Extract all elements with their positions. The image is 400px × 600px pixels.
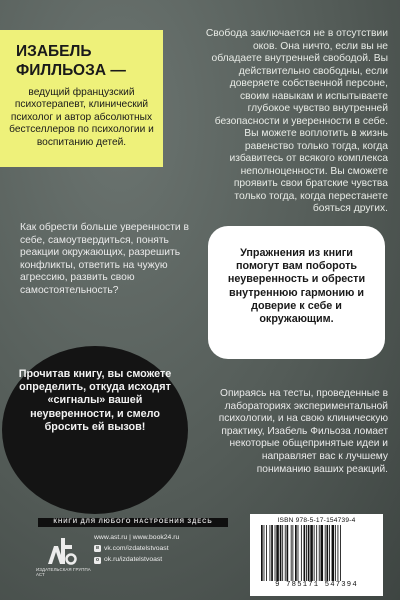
barcode-bar — [279, 525, 281, 581]
barcode-bar — [329, 525, 330, 581]
author-box — [0, 30, 163, 167]
barcode-bar — [282, 525, 283, 581]
vk-link[interactable]: vk.com/izdatelstvoast — [104, 545, 169, 553]
tagline-bar: КНИГИ ДЛЯ ЛЮБОГО НАСТРОЕНИЯ ЗДЕСЬ — [38, 518, 228, 527]
barcode-bar — [318, 525, 319, 581]
barcode-bar — [269, 525, 270, 581]
publisher-links — [94, 532, 179, 566]
author-name-line2: ФИЛЛЬОЗА — — [16, 62, 126, 79]
ok-row — [94, 554, 179, 565]
sites-link[interactable]: www.ast.ru | www.book24.ru — [94, 534, 180, 541]
barcode-bar — [334, 525, 335, 581]
barcode-bar — [295, 525, 297, 581]
barcode-icon — [259, 525, 375, 581]
author-name-line1: ИЗАБЕЛЬ — [16, 43, 92, 60]
ast-logo-icon — [44, 534, 78, 566]
barcode-bar — [307, 525, 309, 581]
exercises-text: Упражнения из книги помогут вам побороть неуверенность и обрести внутреннюю гармонию и доверие к себе и окружающим. — [227, 247, 366, 326]
isbn-label: ISBN 978-5-17-154739-4 — [277, 517, 356, 524]
barcode-bar — [290, 525, 291, 581]
barcode-bar — [297, 525, 298, 581]
barcode-bar — [320, 525, 323, 581]
barcode-bar — [326, 525, 328, 581]
ok-icon: о — [95, 556, 100, 563]
barcode-bar — [274, 525, 275, 581]
black-circle — [2, 346, 188, 514]
barcode-bar — [310, 525, 313, 581]
question-paragraph: Как обрести больше уверенности в себе, самоутвердиться, понять реакции окружающих, разрешить конфликты, ответить на чужую агрессию, развить свою самостоятельность? — [20, 222, 189, 296]
barcode-bar — [324, 525, 325, 581]
publisher-logo — [36, 534, 91, 580]
barcode-bar — [263, 525, 264, 581]
circle-text: Прочитав книгу, вы сможете определить, откуда исходят «сигналы» вашей неуверенности, и смело бросить ей вызов! — [18, 368, 172, 433]
barcode-bar — [316, 525, 317, 581]
barcode-bar — [331, 525, 334, 581]
barcode-bar — [313, 525, 314, 581]
barcode-bar — [286, 525, 288, 581]
barcode-bar — [340, 525, 341, 581]
barcode-bar — [303, 525, 305, 581]
sites-row — [94, 532, 179, 543]
barcode-number: 9 785171 547394 — [275, 581, 358, 589]
vk-row — [94, 543, 179, 554]
exercises-box — [208, 226, 385, 359]
research-paragraph: Опираясь на тесты, проведенные в лабораториях экспериментальной психологии, и на свою клиническую практику, Изабель Фильоза ломает некоторые общепринятые идеи и направляет вас к лучшему пониманию ваших реакций. — [218, 388, 388, 475]
barcode-bar — [266, 525, 267, 581]
publisher-group-label: ИЗДАТЕЛЬСКАЯ ГРУППА АСТ — [36, 567, 91, 577]
freedom-paragraph: Свобода заключается не в отсутствии оков. Она ничто, если вы не обладаете внутренней свободой. Вы действительно свободны, если доверяете собственной персоне, своим навыкам и испытываете глубокое чувство внутренней безопасности и уверенности в себе. Вы можете воплотить в жизнь равенство только тогда, когда избавитесь от всякого комплекса неполноценности. Вы сможете проявить свои братские чувства только тогда, когда перестанете бояться других. — [205, 28, 388, 214]
barcode-bar — [284, 525, 285, 581]
ok-link[interactable]: ok.ru/izdatelstvoast — [104, 556, 163, 564]
barcode-bar — [292, 525, 293, 581]
barcode-bar — [337, 525, 338, 581]
author-description: ведущий французский психотерапевт, клинический психолог и автор абсолютных бестселлеров по психологии и воспитанию детей. — [9, 87, 154, 148]
barcode-bar — [271, 525, 273, 581]
vk-icon: в — [95, 545, 100, 552]
barcode-bar — [300, 525, 301, 581]
barcode-bar — [276, 525, 279, 581]
barcode-bar — [261, 525, 263, 581]
barcode-bar — [306, 525, 307, 581]
barcode-block — [250, 514, 383, 596]
